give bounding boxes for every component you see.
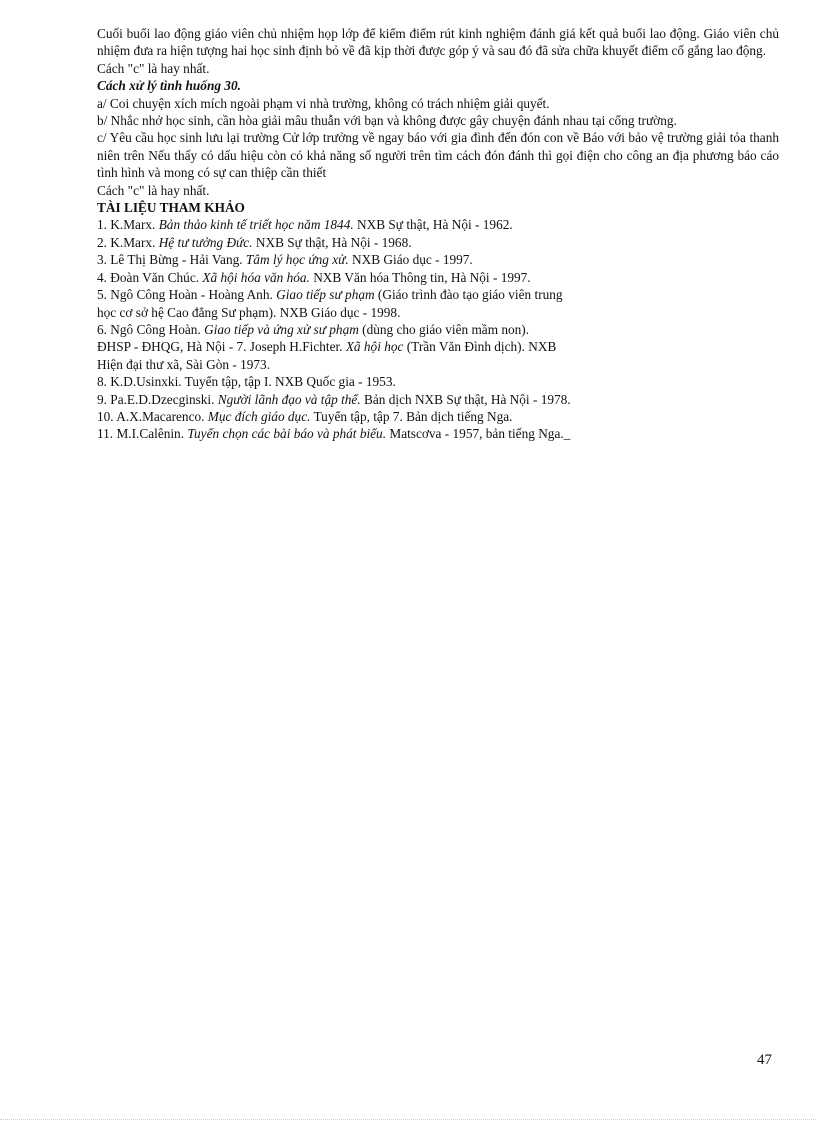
page-body — [97, 25, 779, 443]
page-bottom-divider — [0, 1119, 816, 1120]
conclusion-line: Cách "c" là hay nhất. — [97, 60, 210, 76]
reference-item-1: 1. K.Marx. Bản thảo kinh tế triết học năm 1844. NXB Sự thật, Hà Nội - 1962. — [97, 217, 513, 233]
reference-item-8: 8. K.D.Usinxki. Tuyển tập, tập I. NXB Quốc gia - 1953. — [97, 374, 396, 390]
reference-item-2: 2. K.Marx. Hệ tư tưởng Đức. NXB Sự thật, Hà Nội - 1968. — [97, 234, 412, 250]
option-a: a/ Coi chuyện xích mích ngoài phạm vi nhà trường, không có trách nhiệm giải quyết. — [97, 95, 550, 111]
reference-item-4: 4. Đoàn Văn Chúc. Xã hội hóa văn hóa. NXB Văn hóa Thông tin, Hà Nội - 1997. — [97, 269, 531, 285]
references-title: TÀI LIỆU THAM KHẢO — [97, 200, 245, 216]
reference-item-5: 5. Ngô Công Hoàn - Hoàng Anh. Giao tiếp sư phạm (Giáo trình đào tạo giáo viên trung học cơ sở hệ Cao đẳng Sư phạm). NXB Giáo dục - 1998. — [97, 287, 563, 320]
option-b: b/ Nhắc nhở học sinh, cần hòa giải mâu thuẫn với bạn và không được gây chuyện đánh nhau tại cổng trường. — [97, 113, 677, 129]
page-number: 47 — [757, 1052, 772, 1068]
paragraph-lao-dong: Cuối buổi lao động giáo viên chủ nhiệm họp lớp để kiểm điểm rút kinh nghiệm đánh giá kết quả buổi lao động. Giáo viên chủ nhiệm đưa ra hiện tượng hai học sinh định bỏ về đã kịp thời được góp ý và sau đó đã sửa chữa khuyết điểm cố gắng lao động. — [97, 26, 779, 59]
reference-item-6: 6. Ngô Công Hoàn. Giao tiếp và ứng xử sư phạm (dùng cho giáo viên mầm non). — [97, 321, 530, 337]
reference-item-9: 9. Pa.E.D.Dzecginski. Người lãnh đạo và tập thể. Bản dịch NXB Sự thật, Hà Nội - 1978. — [97, 391, 571, 407]
reference-item-11: 11. M.I.Calênin. Tuyển chọn các bài báo và phát biểu. Matscơva - 1957, bản tiếng Nga._ — [97, 426, 571, 442]
reference-item-3: 3. Lê Thị Bừng - Hải Vang. Tâm lý học ứng xử. NXB Giáo dục - 1997. — [97, 252, 473, 268]
reference-item-7: ĐHSP - ĐHQG, Hà Nội - 7. Joseph H.Fichter. Xã hội học (Trần Văn Đình dịch). NXB Hiện đại thư xã, Sài Gòn - 1973. — [97, 339, 557, 372]
option-c: c/ Yêu cầu học sinh lưu lại trường Cử lớp trưởng về ngay báo với gia đình đến đón con về Báo với bảo vệ trường giải tỏa thanh niên trên Nếu thấy có dấu hiệu còn có khả năng số người trên tìm cách đón đánh thì gọi điện cho công an địa phương báo cáo tình hình và mong có sự can thiệp cần thiết — [97, 130, 779, 181]
situation-conclusion: Cách "c" là hay nhất. — [97, 182, 210, 198]
situation-heading: Cách xử lý tình huống 30. — [97, 78, 241, 94]
reference-item-10: 10. A.X.Macarenco. Mục đích giáo dục. Tuyển tập, tập 7. Bản dịch tiếng Nga. — [97, 408, 513, 424]
